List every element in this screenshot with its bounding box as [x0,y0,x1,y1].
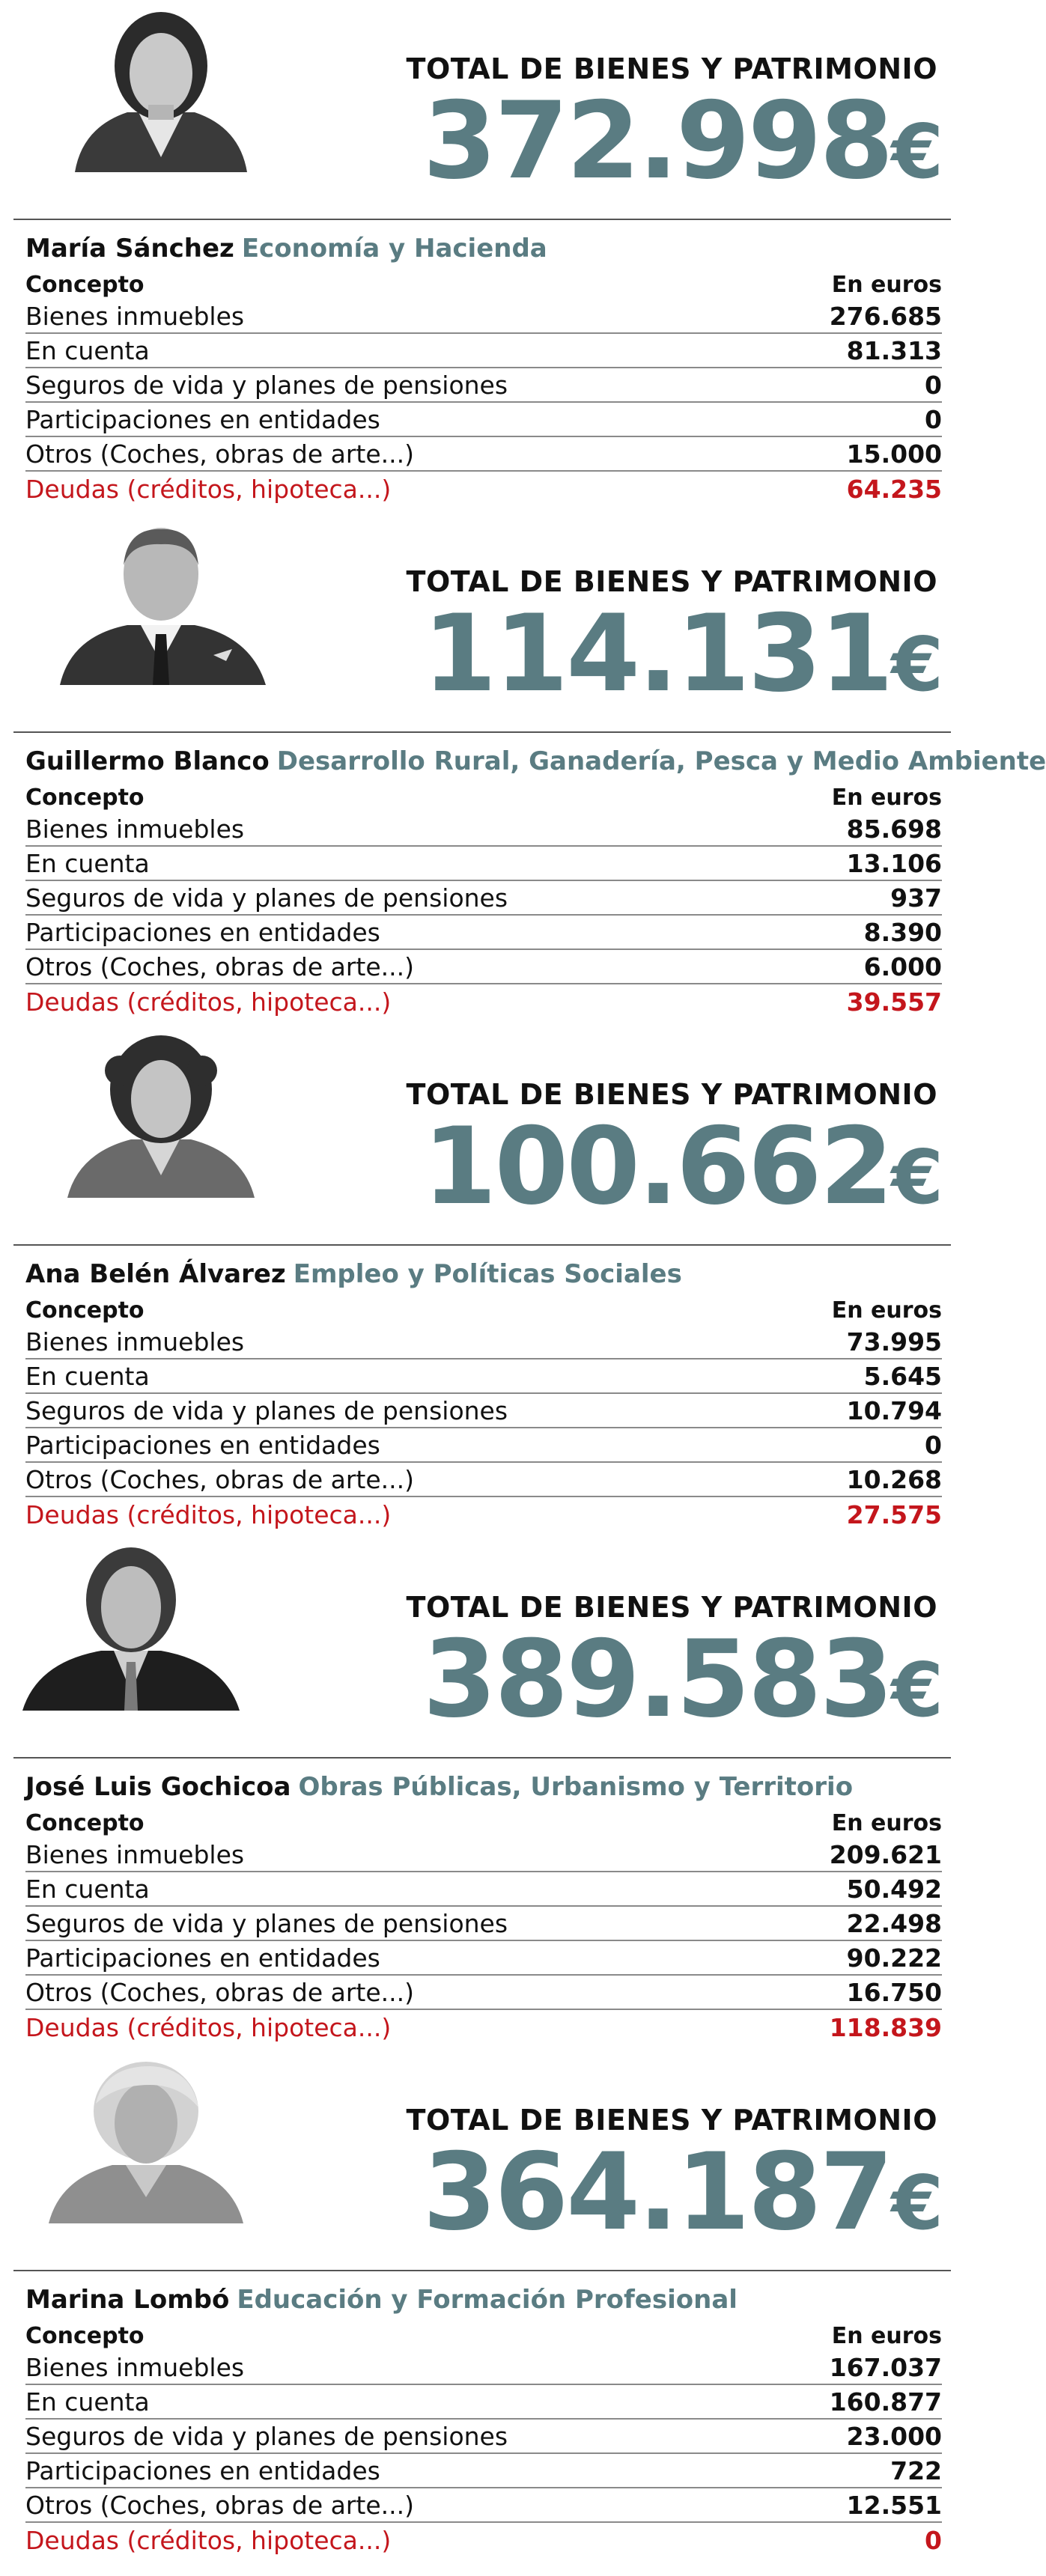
assets-table [25,1295,942,1532]
header-concept: Concepto [25,271,145,298]
table-row [25,1325,942,1359]
total-number: 372.998 [422,79,892,203]
table-row [25,2420,942,2454]
debt-label: Deudas (créditos, hipoteca...) [25,1499,392,1529]
table-row [25,2454,942,2488]
currency-symbol: € [891,1133,943,1221]
row-value: 0 [925,1430,942,1460]
official-portrait [52,513,270,685]
row-value: 15.000 [846,439,942,469]
header-concept: Concepto [25,2322,145,2349]
official-portrait [52,1026,270,1198]
table-row [25,334,942,368]
header-concept: Concepto [25,1809,145,1836]
official-card [0,1026,960,1537]
row-value: 8.390 [863,917,942,947]
total-label: TOTAL DE BIENES Y PATRIMONIO [406,1078,937,1111]
row-value: 12.551 [846,2490,942,2520]
table-row [25,1394,942,1428]
row-value: 0 [925,370,942,400]
table-row [25,1976,942,2010]
table-row [25,403,942,437]
row-label: Otros (Coches, obras de arte...) [25,2490,414,2520]
total-number: 100.662 [422,1105,892,1228]
row-label: En cuenta [25,335,150,365]
row-value: 22.498 [846,1908,942,1938]
row-value: 209.621 [829,1839,942,1869]
row-label: En cuenta [25,2387,150,2417]
total-label: TOTAL DE BIENES Y PATRIMONIO [406,565,937,598]
debt-value: 118.839 [829,2012,942,2042]
currency-symbol: € [891,621,943,708]
header-value: En euros [831,1809,942,1836]
table-header [25,1295,942,1325]
table-row [25,1907,942,1941]
row-label: En cuenta [25,1361,150,1391]
portrait-woman-dark-hair-icon [52,0,270,172]
row-label: Bienes inmuebles [25,1327,245,1356]
divider [13,219,951,220]
header-value: En euros [831,271,942,298]
assets-table [25,2321,942,2557]
assets-table [25,1808,942,2044]
table-row [25,368,942,403]
table-row [25,1872,942,1907]
portrait-man-long-hair-icon [22,1538,240,1711]
total-amount [422,1105,943,1228]
portrait-woman-light-hair-icon [37,2051,255,2223]
total-number: 389.583 [422,1618,892,1741]
row-value: 5.645 [863,1361,942,1391]
header-value: En euros [831,2322,942,2349]
debt-label: Deudas (créditos, hipoteca...) [25,2012,392,2042]
total-amount [422,592,943,716]
table-header [25,1808,942,1838]
table-row [25,881,942,916]
row-value: 0 [925,404,942,434]
total-label: TOTAL DE BIENES Y PATRIMONIO [406,52,937,85]
debt-value: 39.557 [846,987,942,1017]
currency-symbol: € [891,108,943,195]
total-amount [422,1618,943,1741]
debt-row [25,2010,942,2044]
department-name: Empleo y Políticas Sociales [293,1259,682,1289]
row-label: Participaciones en entidades [25,1430,380,1460]
currency-symbol: € [891,1646,943,1734]
table-row [25,1463,942,1497]
row-value: 73.995 [846,1327,942,1356]
department-name: Obras Públicas, Urbanismo y Territorio [298,1772,854,1802]
row-value: 23.000 [846,2421,942,2451]
table-row [25,916,942,950]
debt-value: 0 [925,2525,942,2555]
portrait-woman-curly-hair-icon [52,1026,270,1198]
table-header [25,782,942,812]
table-header [25,270,942,299]
assets-table [25,782,942,1019]
header-value: En euros [831,784,942,811]
name-line [25,1772,853,1802]
debt-label: Deudas (créditos, hipoteca...) [25,474,392,504]
divider [13,2270,951,2271]
table-header [25,2321,942,2351]
name-line [25,1259,682,1289]
row-label: En cuenta [25,848,150,878]
name-line [25,746,1046,776]
table-row [25,1838,942,1872]
total-amount [422,79,943,203]
divider [13,1244,951,1246]
row-label: Participaciones en entidades [25,917,380,947]
row-value: 167.037 [829,2352,942,2382]
debt-label: Deudas (créditos, hipoteca...) [25,2525,392,2555]
row-label: Seguros de vida y planes de pensiones [25,1395,508,1425]
total-label: TOTAL DE BIENES Y PATRIMONIO [406,1591,937,1624]
total-amount [422,2131,943,2254]
row-label: Otros (Coches, obras de arte...) [25,1464,414,1494]
department-name: Economía y Hacienda [241,234,547,264]
portrait-man-suit-tie-icon [52,513,270,685]
table-row [25,1359,942,1394]
debt-value: 64.235 [846,474,942,504]
official-name: Ana Belén Álvarez [25,1259,286,1289]
row-value: 13.106 [846,848,942,878]
table-row [25,2488,942,2523]
official-card [0,2051,960,2563]
official-portrait [22,1538,240,1711]
official-portrait [52,0,270,172]
official-name: María Sánchez [25,234,234,264]
official-name: Guillermo Blanco [25,746,270,776]
divider [13,1757,951,1759]
row-label: Seguros de vida y planes de pensiones [25,2421,508,2451]
row-value: 276.685 [829,301,942,331]
row-label: Seguros de vida y planes de pensiones [25,883,508,913]
table-row [25,299,942,334]
table-row [25,1428,942,1463]
row-label: Otros (Coches, obras de arte...) [25,951,414,981]
total-label: TOTAL DE BIENES Y PATRIMONIO [406,2104,937,2137]
divider [13,731,951,733]
debt-row [25,1497,942,1532]
row-value: 85.698 [846,814,942,844]
row-value: 160.877 [829,2387,942,2417]
total-number: 114.131 [422,592,892,716]
name-line [25,234,547,264]
table-row [25,812,942,847]
table-row [25,847,942,881]
debt-row [25,2523,942,2557]
table-row [25,1941,942,1976]
row-value: 16.750 [846,1977,942,2007]
row-label: Otros (Coches, obras de arte...) [25,1977,414,2007]
row-value: 722 [890,2455,942,2485]
department-name: Desarrollo Rural, Ganadería, Pesca y Medio Ambiente [276,746,1046,776]
table-row [25,2385,942,2420]
row-label: Bienes inmuebles [25,2352,245,2382]
row-value: 6.000 [863,951,942,981]
row-label: Bienes inmuebles [25,1839,245,1869]
official-card [0,1538,960,2050]
row-label: Otros (Coches, obras de arte...) [25,439,414,469]
row-label: Seguros de vida y planes de pensiones [25,370,508,400]
debt-row [25,984,942,1019]
debt-value: 27.575 [846,1499,942,1529]
row-label: Participaciones en entidades [25,1943,380,1973]
official-portrait [37,2051,255,2223]
official-name: José Luis Gochicoa [25,1772,291,1802]
name-line [25,2285,738,2315]
row-value: 10.794 [846,1395,942,1425]
total-number: 364.187 [422,2131,892,2254]
row-value: 81.313 [846,335,942,365]
department-name: Educación y Formación Profesional [237,2285,738,2315]
row-label: Bienes inmuebles [25,301,245,331]
row-value: 10.268 [846,1464,942,1494]
table-row [25,437,942,472]
official-card [0,513,1046,1024]
official-name: Marina Lombó [25,2285,230,2315]
row-value: 50.492 [846,1874,942,1904]
table-row [25,950,942,984]
official-card [0,0,960,511]
header-value: En euros [831,1297,942,1324]
assets-table [25,270,942,506]
debt-row [25,472,942,506]
row-value: 937 [890,883,942,913]
row-value: 90.222 [846,1943,942,1973]
row-label: En cuenta [25,1874,150,1904]
row-label: Seguros de vida y planes de pensiones [25,1908,508,1938]
debt-label: Deudas (créditos, hipoteca...) [25,987,392,1017]
row-label: Participaciones en entidades [25,404,380,434]
table-row [25,2351,942,2385]
row-label: Participaciones en entidades [25,2455,380,2485]
header-concept: Concepto [25,784,145,811]
row-label: Bienes inmuebles [25,814,245,844]
header-concept: Concepto [25,1297,145,1324]
currency-symbol: € [891,2159,943,2247]
